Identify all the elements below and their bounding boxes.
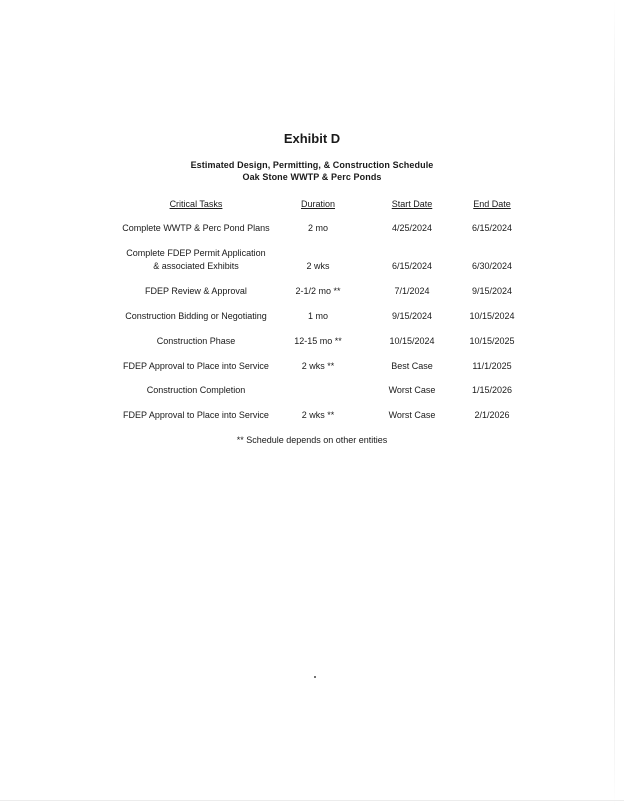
scan-edge-right — [614, 0, 615, 807]
project-subtitle: Oak Stone WWTP & Perc Ponds — [242, 172, 382, 182]
header-start-date: Start Date — [391, 199, 433, 209]
row-duration: 2 wks ** — [301, 410, 335, 420]
row-task: FDEP Approval to Place into Service — [123, 361, 269, 371]
row-start-date: 10/15/2024 — [389, 336, 435, 346]
header-critical-tasks: Critical Tasks — [169, 199, 223, 209]
row-task: Complete FDEP Permit Application — [126, 248, 266, 258]
row-end-date: 10/15/2024 — [469, 311, 515, 321]
row-end-date: 9/15/2024 — [471, 286, 513, 296]
footnote: ** Schedule depends on other entities — [236, 435, 388, 445]
row-end-date: 6/15/2024 — [471, 223, 513, 233]
row-task: Construction Completion — [146, 385, 246, 395]
row-duration: 2 wks — [306, 261, 330, 271]
row-task: FDEP Review & Approval — [145, 286, 247, 296]
page-mark — [314, 676, 316, 678]
row-end-date: 6/30/2024 — [471, 261, 513, 271]
schedule-subtitle: Estimated Design, Permitting, & Construction Schedule — [190, 160, 434, 170]
row-start-date: 9/15/2024 — [391, 311, 433, 321]
row-duration: 2-1/2 mo ** — [295, 286, 341, 296]
scan-edge-bottom — [0, 800, 624, 801]
row-end-date: 11/1/2025 — [472, 361, 512, 371]
exhibit-title: Exhibit D — [283, 131, 341, 146]
header-end-date: End Date — [473, 199, 511, 209]
row-start-date: Worst Case — [388, 410, 436, 420]
row-task: Complete WWTP & Perc Pond Plans — [122, 223, 270, 233]
row-task: Construction Phase — [156, 336, 236, 346]
row-duration: 2 mo — [307, 223, 328, 233]
row-duration: 2 wks ** — [301, 361, 335, 371]
row-end-date: 10/15/2025 — [469, 336, 515, 346]
row-duration: 12-15 mo ** — [294, 336, 342, 346]
row-duration: 1 mo — [307, 311, 328, 321]
header-duration: Duration — [300, 199, 336, 209]
row-start-date: 6/15/2024 — [391, 261, 433, 271]
row-task: Construction Bidding or Negotiating — [125, 311, 267, 321]
row-task: FDEP Approval to Place into Service — [123, 410, 269, 420]
row-start-date: 7/1/2024 — [394, 286, 430, 296]
row-task-continued: & associated Exhibits — [153, 261, 239, 271]
row-start-date: 4/25/2024 — [391, 223, 433, 233]
row-start-date: Worst Case — [388, 385, 436, 395]
row-start-date: Best Case — [391, 361, 433, 371]
row-end-date: 1/15/2026 — [471, 385, 513, 395]
row-end-date: 2/1/2026 — [474, 410, 510, 420]
